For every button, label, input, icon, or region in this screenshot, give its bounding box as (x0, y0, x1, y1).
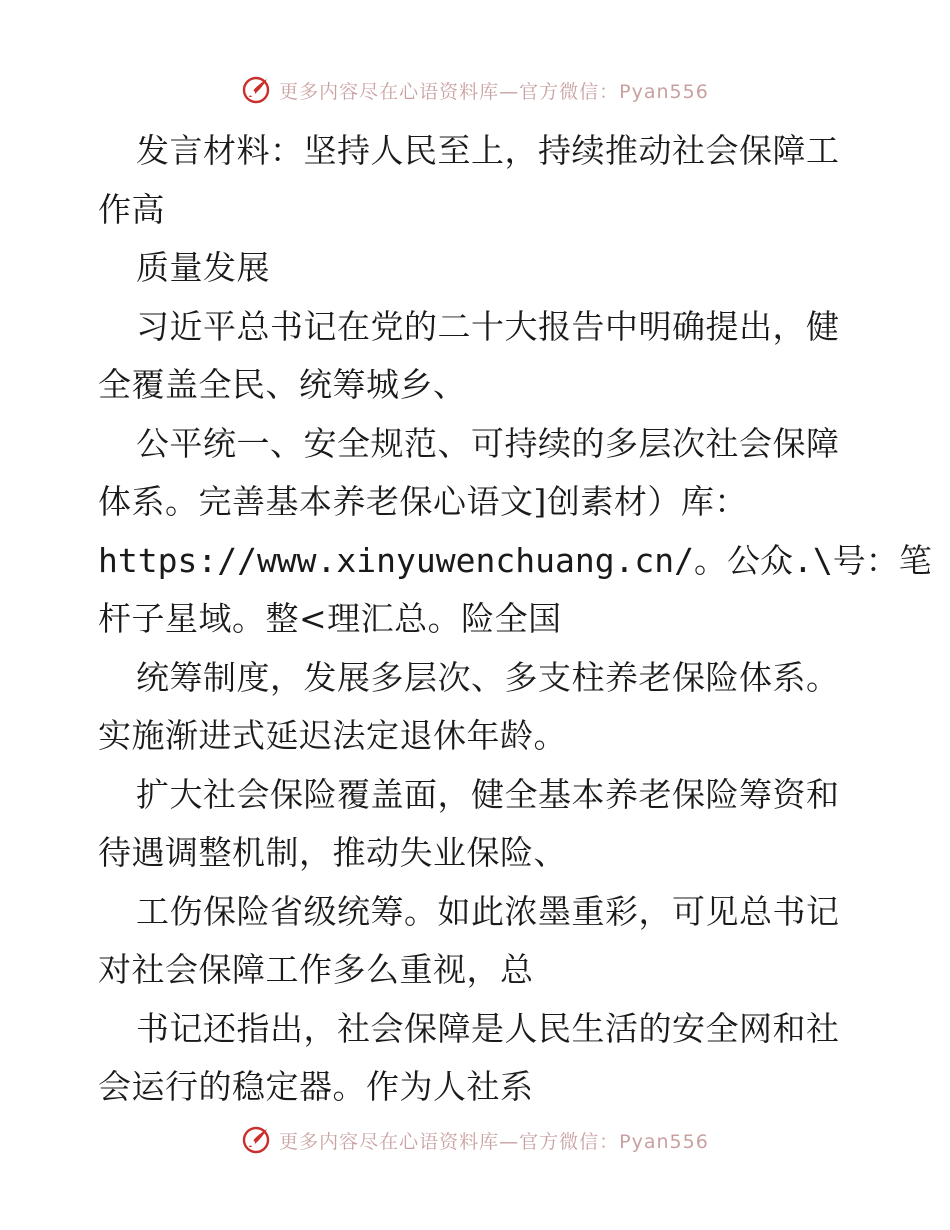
text-line: 工伤保险省级统筹。如此浓墨重彩，可见总书记 (136, 891, 840, 931)
text-line: 对社会保障工作多么重视，总 (98, 950, 534, 989)
paragraph-6 (98, 766, 858, 883)
text-line: 发言材料：坚持人民至上，持续推动社会保障工 (136, 131, 840, 170)
text-line: 书记还指出，社会保障是人民生活的安全网和社 (136, 1008, 840, 1048)
text-line: 全覆盖全民、统筹城乡、 (98, 365, 467, 404)
text-line-url: https://www.xinyuwenchuang.cn/。公众.\号：笔 (98, 540, 932, 580)
paragraph-4 (98, 415, 932, 649)
text-line: 公平统一、安全规范、可持续的多层次社会保障 (136, 423, 840, 463)
watermark-footer (0, 1120, 950, 1160)
document-body (98, 122, 932, 1117)
text-line: 质量发展 (136, 248, 270, 287)
text-line: 作高 (98, 189, 165, 229)
paragraph-2 (98, 239, 858, 298)
text-line: 扩大社会保险覆盖面，健全基本养老保险筹资和 (136, 774, 840, 814)
text-line: 实施渐进式延迟法定退休年龄。 (98, 716, 567, 755)
text-line: 待遇调整机制，推动失业保险、 (98, 833, 567, 872)
quill-logo-icon (241, 1125, 271, 1155)
text-line: 杆子星域。整<理汇总。险全国 (98, 599, 562, 638)
paragraph-5 (98, 649, 858, 766)
text-line: 会运行的稳定器。作为人社系 (98, 1067, 534, 1106)
paragraph-7 (98, 883, 858, 1000)
watermark-text: 更多内容尽在心语资料库—官方微信：Pyan556 (279, 1130, 709, 1153)
watermark-text: 更多内容尽在心语资料库—官方微信：Pyan556 (279, 80, 709, 103)
watermark-header (0, 70, 950, 110)
paragraph-8 (98, 1000, 858, 1117)
quill-logo-icon (241, 75, 271, 105)
text-line: 统筹制度，发展多层次、多支柱养老保险体系。 (136, 657, 840, 697)
text-line: 习近平总书记在党的二十大报告中明确提出，健 (136, 306, 840, 346)
paragraph-3 (98, 298, 858, 415)
text-line: 体系。完善基本养老保心语文]创素材）库： (98, 482, 748, 521)
paragraph-1 (98, 122, 858, 239)
